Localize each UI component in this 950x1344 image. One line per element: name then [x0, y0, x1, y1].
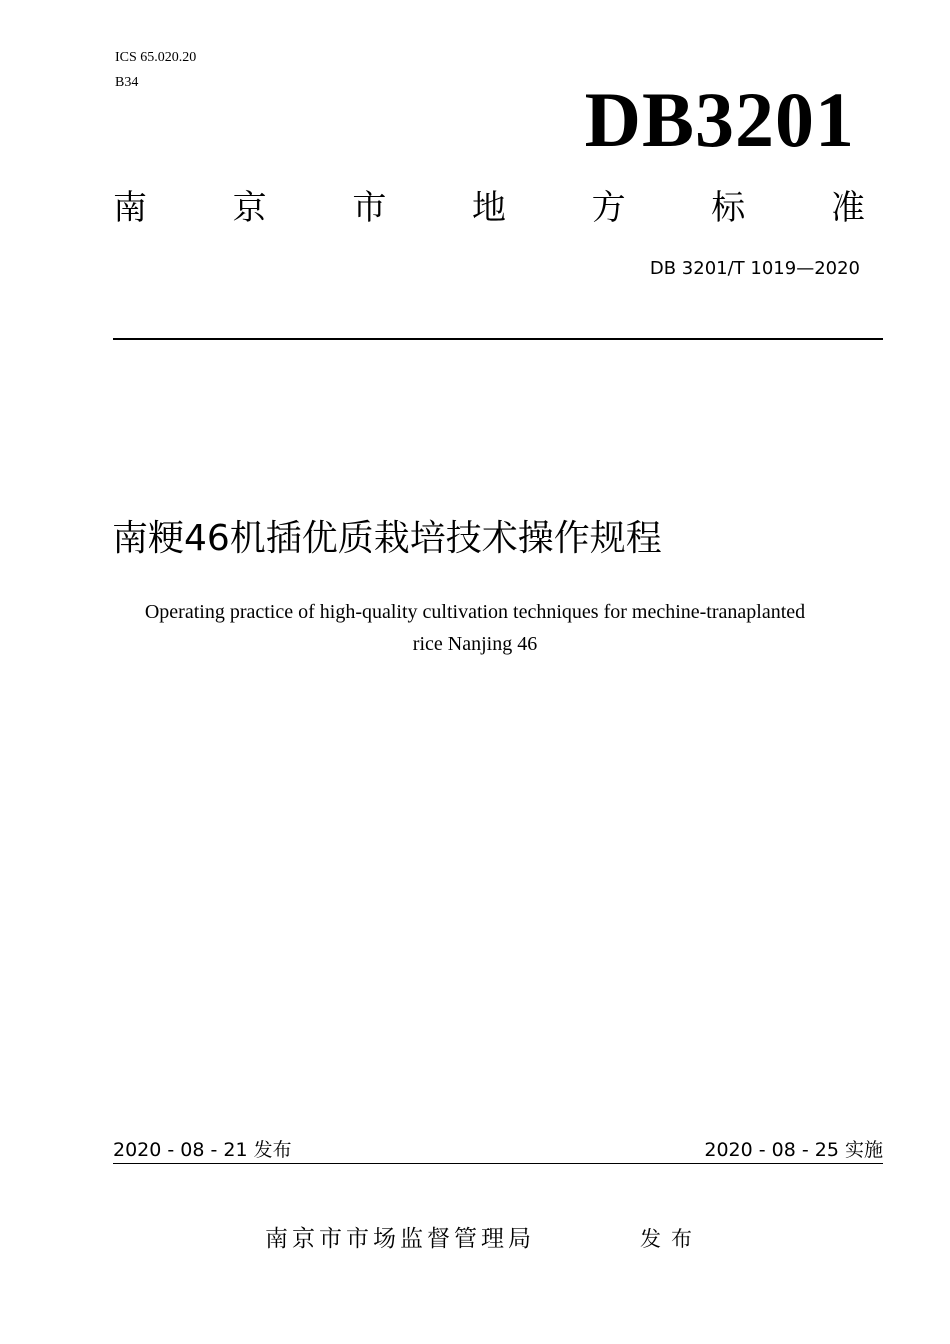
standard-type [113, 186, 865, 230]
standard-type-char: 市 [352, 188, 387, 228]
document-title-en-line1: Operating practice of high-quality cultivation techniques for mechine-tranaplanted [144, 601, 806, 623]
standard-type-char: 标 [711, 188, 746, 228]
issue-label: 发布 [640, 1227, 702, 1251]
publish-date: 2020 - 08 - 21 发布 [113, 1139, 292, 1161]
standard-number: DB 3201/T 1019—2020 [649, 258, 860, 279]
ics-code: ICS 65.020.20 [115, 50, 197, 65]
standard-type-char: 南 [113, 188, 147, 228]
standard-type-char: 京 [232, 188, 267, 228]
issuing-authority: 南京市市场监督管理局 [265, 1226, 535, 1252]
standard-logo: DB3201 [584, 76, 855, 163]
implement-date: 2020 - 08 - 25 实施 [704, 1139, 883, 1161]
standard-type-char: 准 [830, 188, 865, 228]
document-title-en [0, 596, 950, 660]
standard-type-char: 地 [471, 188, 506, 228]
document-title-cn: 南粳46机插优质栽培技术操作规程 [112, 518, 662, 559]
standard-type-char: 方 [591, 188, 626, 228]
footer-divider [113, 1163, 883, 1164]
ccs-code: B34 [115, 75, 139, 90]
header-divider [113, 338, 883, 340]
document-title-en-line2: rice Nanjing 46 [412, 633, 538, 655]
